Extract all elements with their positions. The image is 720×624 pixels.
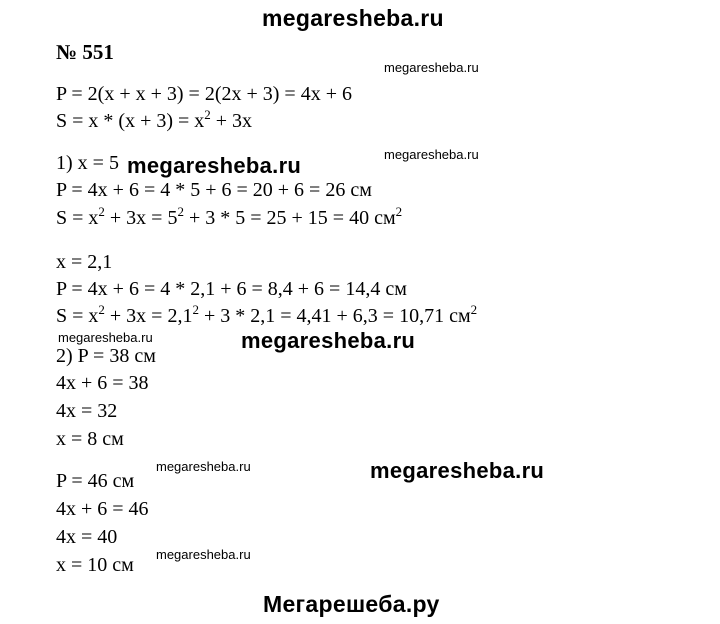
line-2-sup: 2 [204,107,211,122]
watermark-big: megaresheba.ru [127,153,302,178]
footer-site-name: Мегарешеба.ру [263,591,440,617]
line-8-sup-1: 2 [98,302,105,317]
solution-line-5 [56,206,402,230]
solution-line-4: P = 4x + 6 = 4 * 5 + 6 = 20 + 6 = 26 см [56,179,372,201]
solution-line-13: P = 46 см [56,470,135,492]
header-site-name: megaresheba.ru [262,5,444,31]
problem-number: № 551 [56,40,114,64]
solution-line-15: 4x = 40 [56,526,118,548]
watermark-small: megaresheba.ru [384,60,479,75]
line-5-sup-1: 2 [98,204,105,219]
solution-line-6: x = 2,1 [56,251,113,273]
line-2-text-b: + 3x [210,110,253,132]
line-5-sup-3: 2 [395,204,403,219]
solution-line-1: P = 2(x + x + 3) = 2(2x + 3) = 4x + 6 [56,83,352,105]
line-8-text-b: + 3x = 2,1 [104,305,193,327]
watermark-small: megaresheba.ru [58,330,153,345]
line-8-text-a: S = x [56,305,99,327]
solution-line-9: 2) P = 38 см [56,345,156,367]
solution-line-8 [56,304,477,328]
line-5-sup-2: 2 [177,204,184,219]
solution-line-16: x = 10 см [56,554,134,576]
solution-line-7: P = 4x + 6 = 4 * 2,1 + 6 = 8,4 + 6 = 14,4 см [56,278,407,300]
line-8-text-c: + 3 * 2,1 = 4,41 + 6,3 = 10,71 см [198,305,471,327]
watermark-small: megaresheba.ru [156,547,251,562]
watermark-big: megaresheba.ru [370,458,545,483]
solution-line-2 [56,109,252,133]
line-5-text-b: + 3x = 5 [104,207,178,229]
watermark-small: megaresheba.ru [384,147,479,162]
solution-line-11: 4x = 32 [56,400,118,422]
line-5-text-c: + 3 * 5 = 25 + 15 = 40 см [183,207,396,229]
watermark-big: megaresheba.ru [241,328,416,353]
watermark-small: megaresheba.ru [156,459,251,474]
solution-line-14: 4x + 6 = 46 [56,498,149,520]
line-8-sup-2: 2 [192,302,199,317]
solution-line-10: 4x + 6 = 38 [56,372,149,394]
solution-line-3: 1) x = 5 [56,152,119,174]
line-8-sup-3: 2 [470,302,478,317]
line-2-text-a: S = x * (x + 3) = x [56,110,205,132]
solution-line-12: x = 8 см [56,428,124,450]
line-5-text-a: S = x [56,207,99,229]
